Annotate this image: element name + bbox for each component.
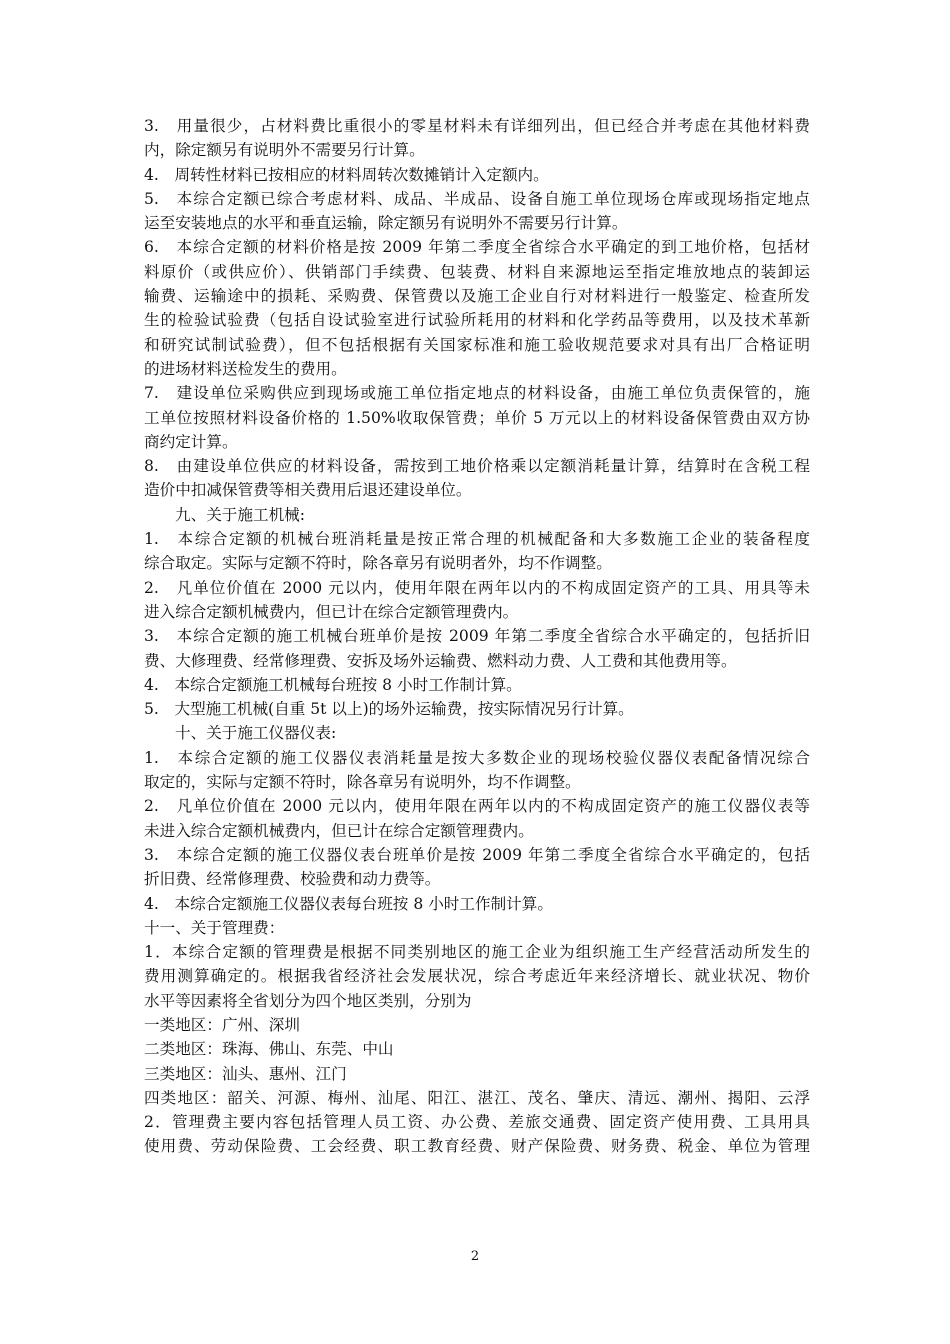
text-line: 费、大修理费、经常修理费、安拆及场外运输费、燃料动力费、人工费和其他费用等。 bbox=[144, 651, 737, 670]
text-line: 水平等因素将全省划分为四个地区类别，分别为 bbox=[144, 991, 472, 1010]
text-line: 2．管理费主要内容包括管理人员工资、办公费、差旅交通费、固定资产使用费、工具用具 bbox=[144, 1113, 810, 1132]
text-line: 工单位按照材料设备价格的 1.50%收取保管费；单价 5 万元以上的材料设备保管费由双方协 bbox=[144, 408, 810, 427]
text-line: 使用费、劳动保险费、工会经费、职工教育经费、财产保险费、财务费、税金、单位为管理 bbox=[144, 1137, 810, 1156]
text-line: 2. 凡单位价值在 2000 元以内，使用年限在两年以内的不构成固定资产的工具、用具等未 bbox=[144, 578, 810, 597]
text-line: 四类地区：韶关、河源、梅州、汕尾、阳江、湛江、茂名、肇庆、清远、潮州、揭阳、云浮 bbox=[144, 1088, 810, 1107]
text-line: 的进场材料送检发生的费用。 bbox=[144, 359, 347, 378]
text-line: 4. 周转性材料已按相应的材料周转次数摊销计入定额内。 bbox=[144, 165, 549, 184]
text-line: 2. 凡单位价值在 2000 元以内，使用年限在两年以内的不构成固定资产的施工仪器仪表等 bbox=[144, 797, 810, 816]
text-line: 三类地区：汕头、惠州、江门 bbox=[144, 1064, 347, 1083]
text-line: 未进入综合定额机械费内，但已计在综合定额管理费内。 bbox=[144, 821, 534, 840]
text-line: 生的检验试验费（包括自设试验室进行试验所耗用的材料和化学药品等费用，以及技术革新 bbox=[144, 311, 810, 330]
text-line: 二类地区：珠海、佛山、东莞、中山 bbox=[144, 1040, 394, 1059]
text-line: 6. 本综合定额的材料价格是按 2009 年第二季度全省综合水平确定的到工地价格，包括材 bbox=[144, 238, 810, 257]
text-line: 进入综合定额机械费内，但已计在综合定额管理费内。 bbox=[144, 602, 519, 621]
text-line: 运至安装地点的水平和垂直运输，除定额另有说明外不需要另行计算。 bbox=[144, 214, 628, 233]
text-line: 7. 建设单位采购供应到现场或施工单位指定地点的材料设备，由施工单位负责保管的，施 bbox=[144, 384, 810, 403]
text-line: 输费、运输途中的损耗、采购费、保管费以及施工企业自行对材料进行一般鉴定、检查所发 bbox=[144, 287, 810, 306]
text-line: 十一、关于管理费： bbox=[144, 918, 285, 937]
text-line: 5. 大型施工机械(自重 5t 以上)的场外运输费，按实际情况另行计算。 bbox=[144, 700, 634, 719]
text-line: 十、关于施工仪器仪表: bbox=[175, 724, 337, 743]
text-line: 3. 本综合定额的施工机械台班单价是按 2009 年第二季度全省综合水平确定的，包括折旧 bbox=[144, 627, 810, 646]
text-line: 4. 本综合定额施工机械每台班按 8 小时工作制计算。 bbox=[144, 675, 522, 694]
text-line: 3. 用量很少，占材料费比重很小的零星材料未有详细列出，但已经合并考虑在其他材料费 bbox=[144, 117, 810, 135]
text-line: 1. 本综合定额的施工仪器仪表消耗量是按大多数企业的现场校验仪器仪表配备情况综合 bbox=[144, 748, 810, 767]
text-line: 内，除定额另有说明外不需要另行计算。 bbox=[144, 141, 425, 160]
text-line: 8. 由建设单位供应的材料设备，需按到工地价格乘以定额消耗量计算，结算时在含税工程 bbox=[144, 457, 810, 476]
text-line: 商约定计算。 bbox=[144, 432, 238, 451]
text-line: 综合取定。实际与定额不符时，除各章另有说明者外，均不作调整。 bbox=[144, 554, 612, 573]
text-line: 造价中扣减保管费等相关费用后退还建设单位。 bbox=[144, 481, 472, 500]
text-line: 取定的，实际与定额不符时，除各章另有说明外，均不作调整。 bbox=[144, 773, 581, 792]
text-line: 一类地区：广州、深圳 bbox=[144, 1015, 300, 1034]
text-line: 费用测算确定的。根据我省经济社会发展状况，综合考虑近年来经济增长、就业状况、物价 bbox=[144, 967, 810, 986]
text-line: 1. 本综合定额的机械台班消耗量是按正常合理的机械配备和大多数施工企业的装备程度 bbox=[144, 530, 810, 549]
text-line: 折旧费、经常修理费、校验费和动力费等。 bbox=[144, 870, 441, 889]
document-body bbox=[144, 114, 810, 1159]
text-line: 料原价（或供应价）、供销部门手续费、包装费、材料自来源地运至指定堆放地点的装卸运 bbox=[144, 262, 810, 281]
page-number: 2 bbox=[470, 1249, 480, 1264]
text-line: 和研究试制试验费），但不包括根据有关国家标准和施工验收规范要求对具有出厂合格证明 bbox=[144, 335, 810, 354]
text-line: 4. 本综合定额施工仪器仪表每台班按 8 小时工作制计算。 bbox=[144, 894, 553, 913]
text-line: 3. 本综合定额的施工仪器仪表台班单价是按 2009 年第二季度全省综合水平确定的，包括 bbox=[144, 845, 810, 864]
text-line: 1．本综合定额的管理费是根据不同类别地区的施工企业为组织施工生产经营活动所发生的 bbox=[144, 943, 810, 962]
text-line: 九、关于施工机械: bbox=[175, 505, 306, 524]
text-line: 5. 本综合定额已综合考虑材料、成品、半成品、设备自施工单位现场仓库或现场指定地点 bbox=[144, 189, 810, 208]
